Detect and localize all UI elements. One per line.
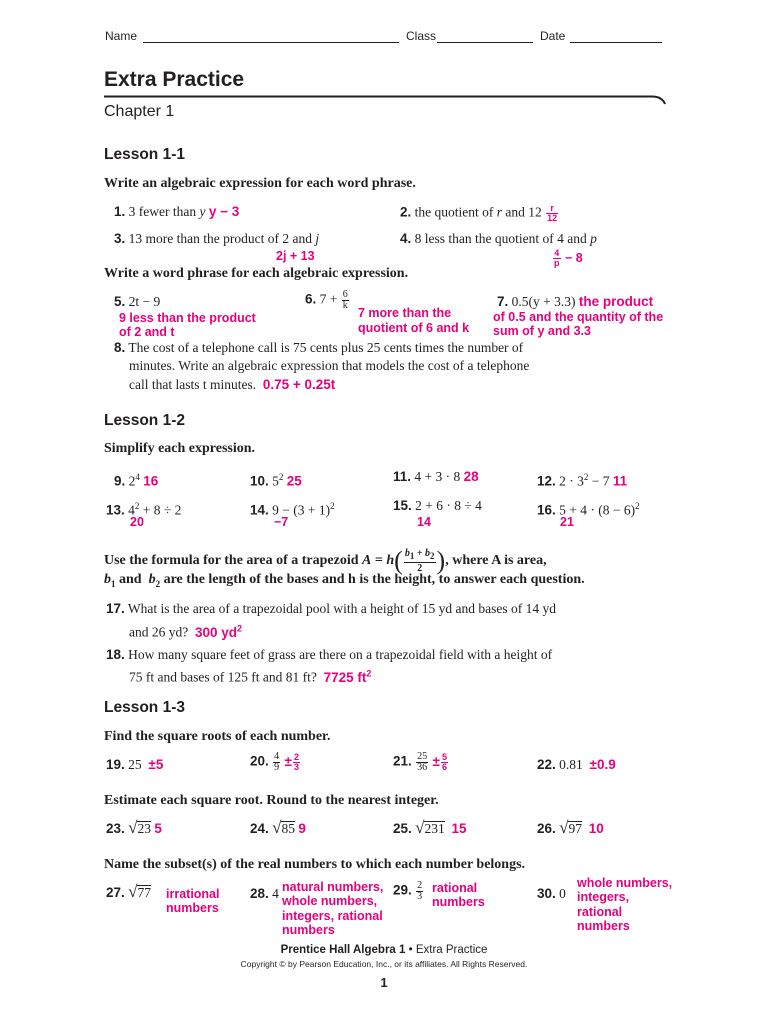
question-27: 27. √77 [106, 882, 151, 901]
answer-7-line-1: the product [578, 294, 654, 309]
answer-14: −7 [274, 515, 289, 529]
name-field[interactable] [143, 42, 399, 43]
answer-6-line-1: 7 more than the [358, 306, 452, 320]
answer-2: $\frac{r}{12}$ [547, 203, 558, 223]
question-8: 8. The cost of a telephone call is 75 cents plus 25 cents times the number of [114, 340, 524, 355]
chapter-subtitle: Chapter 1 [104, 103, 175, 120]
answer-29-line-1: rational [432, 881, 478, 895]
instruction: Write an algebraic expression for each word phrase. [104, 176, 416, 191]
question-12: 12. $2 \cdot 3^2 - 7$ 11 [537, 472, 628, 489]
question-9: 9. $2^4$ 16 [114, 472, 159, 489]
question-17-line-2: and 26 yd? 300 $yd^2$ [129, 623, 243, 640]
answer-17: 300 $yd^2$ [194, 623, 243, 640]
question-24: 24. √85 9 [250, 818, 306, 837]
answer-27-line-1: irrational [166, 887, 220, 901]
question-19: 19. 25 ±5 [106, 757, 164, 772]
question-11: 11. 4 + 3 · 8 28 [393, 469, 479, 484]
question-2: 2. the quotient of r and 12 $\frac{r}{12}$ [400, 203, 558, 223]
answer-5-line-2: of 2 and t [119, 325, 175, 339]
question-20: 20. $\frac{4}{9}$ ± $\frac{2}{3}$ [250, 751, 299, 773]
date-label: Date [540, 29, 566, 43]
question-18: 18. How many square feet of grass are there on a trapezoidal field with a height of [106, 647, 553, 662]
page-title: Extra Practice [104, 68, 245, 91]
instruction: Write a word phrase for each algebraic expression. [104, 266, 409, 281]
answer-4: $\frac{4}{p}$ − 8 [554, 248, 583, 268]
footer-copyright: Copyright © by Pearson Education, Inc., or its affiliates. All Rights Reserved. [240, 959, 528, 969]
question-21: 21. $\frac{25}{36}$ ± $\frac{5}{6}$ [393, 751, 447, 773]
answer-15: 14 [417, 515, 431, 529]
class-field[interactable] [437, 42, 533, 43]
question-14: 14. $9 - (3 + 1)^2$ [250, 501, 335, 518]
name-label: Name [105, 29, 138, 43]
lesson-1-3-heading: Lesson 1-3 [104, 699, 185, 716]
question-13: 13. $4^2 + 8 \div 2$ [106, 501, 182, 518]
answer-30-line-1: whole numbers, [577, 876, 673, 890]
question-17: 17. What is the area of a trapezoidal pool with a height of 15 yd and bases of 14 yd [106, 601, 557, 616]
page-number: 1 [380, 975, 388, 990]
answer-3: 2j + 13 [276, 249, 315, 263]
question-10: 10. $5^2$ 25 [250, 472, 302, 489]
answer-1: y − 3 [208, 204, 240, 219]
trapezoid-formula-instruction: Use the formula for the area of a trapezoid A = h( $\frac{b_1 + b_2}{2}$ ), where A is area, [104, 546, 547, 575]
question-29: 29. $\frac{2}{3}$ [393, 880, 423, 902]
question-8-line-3: call that lasts t minutes. 0.75 + 0.25t [129, 377, 336, 392]
answer-13: 20 [130, 515, 144, 529]
answer-27-line-2: numbers [166, 901, 219, 915]
question-15: 15. 2 + 6 · 8 ÷ 4 [393, 498, 482, 513]
answer-30-line-2: integers, [577, 890, 630, 904]
question-23: 23. √23 5 [106, 818, 162, 837]
answer-30-line-4: numbers [577, 919, 630, 933]
answer-8: 0.75 + 0.25t [262, 377, 336, 392]
question-16: 16. $5 + 4 \cdot (8 - 6)^2$ [537, 501, 640, 518]
answer-28-line-2: whole numbers, [282, 894, 378, 908]
answer-5-line-1: 9 less than the product [119, 311, 256, 325]
instruction: Name the subset(s) of the real numbers to which each number belongs. [104, 857, 526, 872]
instruction: Find the square roots of each number. [104, 729, 331, 744]
question-26: 26. √97 10 [537, 818, 604, 837]
answer-7-line-3: sum of y and 3.3 [493, 324, 591, 338]
answer-28-line-4: numbers [282, 923, 335, 937]
answer-7-line-2: of 0.5 and the quantity of the [493, 310, 664, 324]
answer-28-line-3: integers, rational [282, 909, 383, 923]
question-28: 28. 4 [250, 886, 279, 901]
class-label: Class [406, 29, 437, 43]
question-22: 22. 0.81 ±0.9 [537, 757, 616, 772]
question-5: 5. 2t − 9 [114, 294, 161, 309]
lesson-1-2-heading: Lesson 1-2 [104, 412, 185, 429]
question-8-line-2: minutes. Write an algebraic expression that models the cost of a telephone [129, 358, 530, 373]
trapezoid-formula-line-2: $b_1$ and $b_2$ are the length of the bases and h is the height, to answer each question. [104, 572, 585, 589]
question-30: 30. 0 [537, 886, 566, 901]
answer-28-line-1: natural numbers, [282, 880, 384, 894]
title-rule [104, 94, 666, 106]
question-6: 6. 7 + $\frac{6}{k}$ [305, 289, 348, 311]
question-4: 4. 8 less than the quotient of 4 and p [400, 231, 597, 246]
question-7: 7. 0.5(y + 3.3) the product [497, 294, 654, 309]
date-field[interactable] [570, 42, 662, 43]
answer-18: 7725 $ft^2$ [323, 668, 372, 685]
instruction: Simplify each expression. [104, 441, 256, 456]
instruction: Estimate each square root. Round to the nearest integer. [104, 793, 439, 808]
lesson-1-1-heading: Lesson 1-1 [104, 146, 185, 163]
question-1: 1. 3 fewer than y y − 3 [114, 204, 240, 219]
question-3: 3. 13 more than the product of 2 and j [114, 231, 320, 246]
answer-30-line-3: rational [577, 905, 623, 919]
answer-29-line-2: numbers [432, 895, 485, 909]
question-25: 25. √231 15 [393, 818, 467, 837]
question-18-line-2: 75 ft and bases of 125 ft and 81 ft? 7725 $ft^2$ [129, 668, 372, 685]
footer-book-line: Prentice Hall Algebra 1 • Extra Practice [280, 944, 488, 956]
answer-16: 21 [560, 515, 574, 529]
answer-6-line-2: quotient of 6 and k [358, 321, 470, 335]
